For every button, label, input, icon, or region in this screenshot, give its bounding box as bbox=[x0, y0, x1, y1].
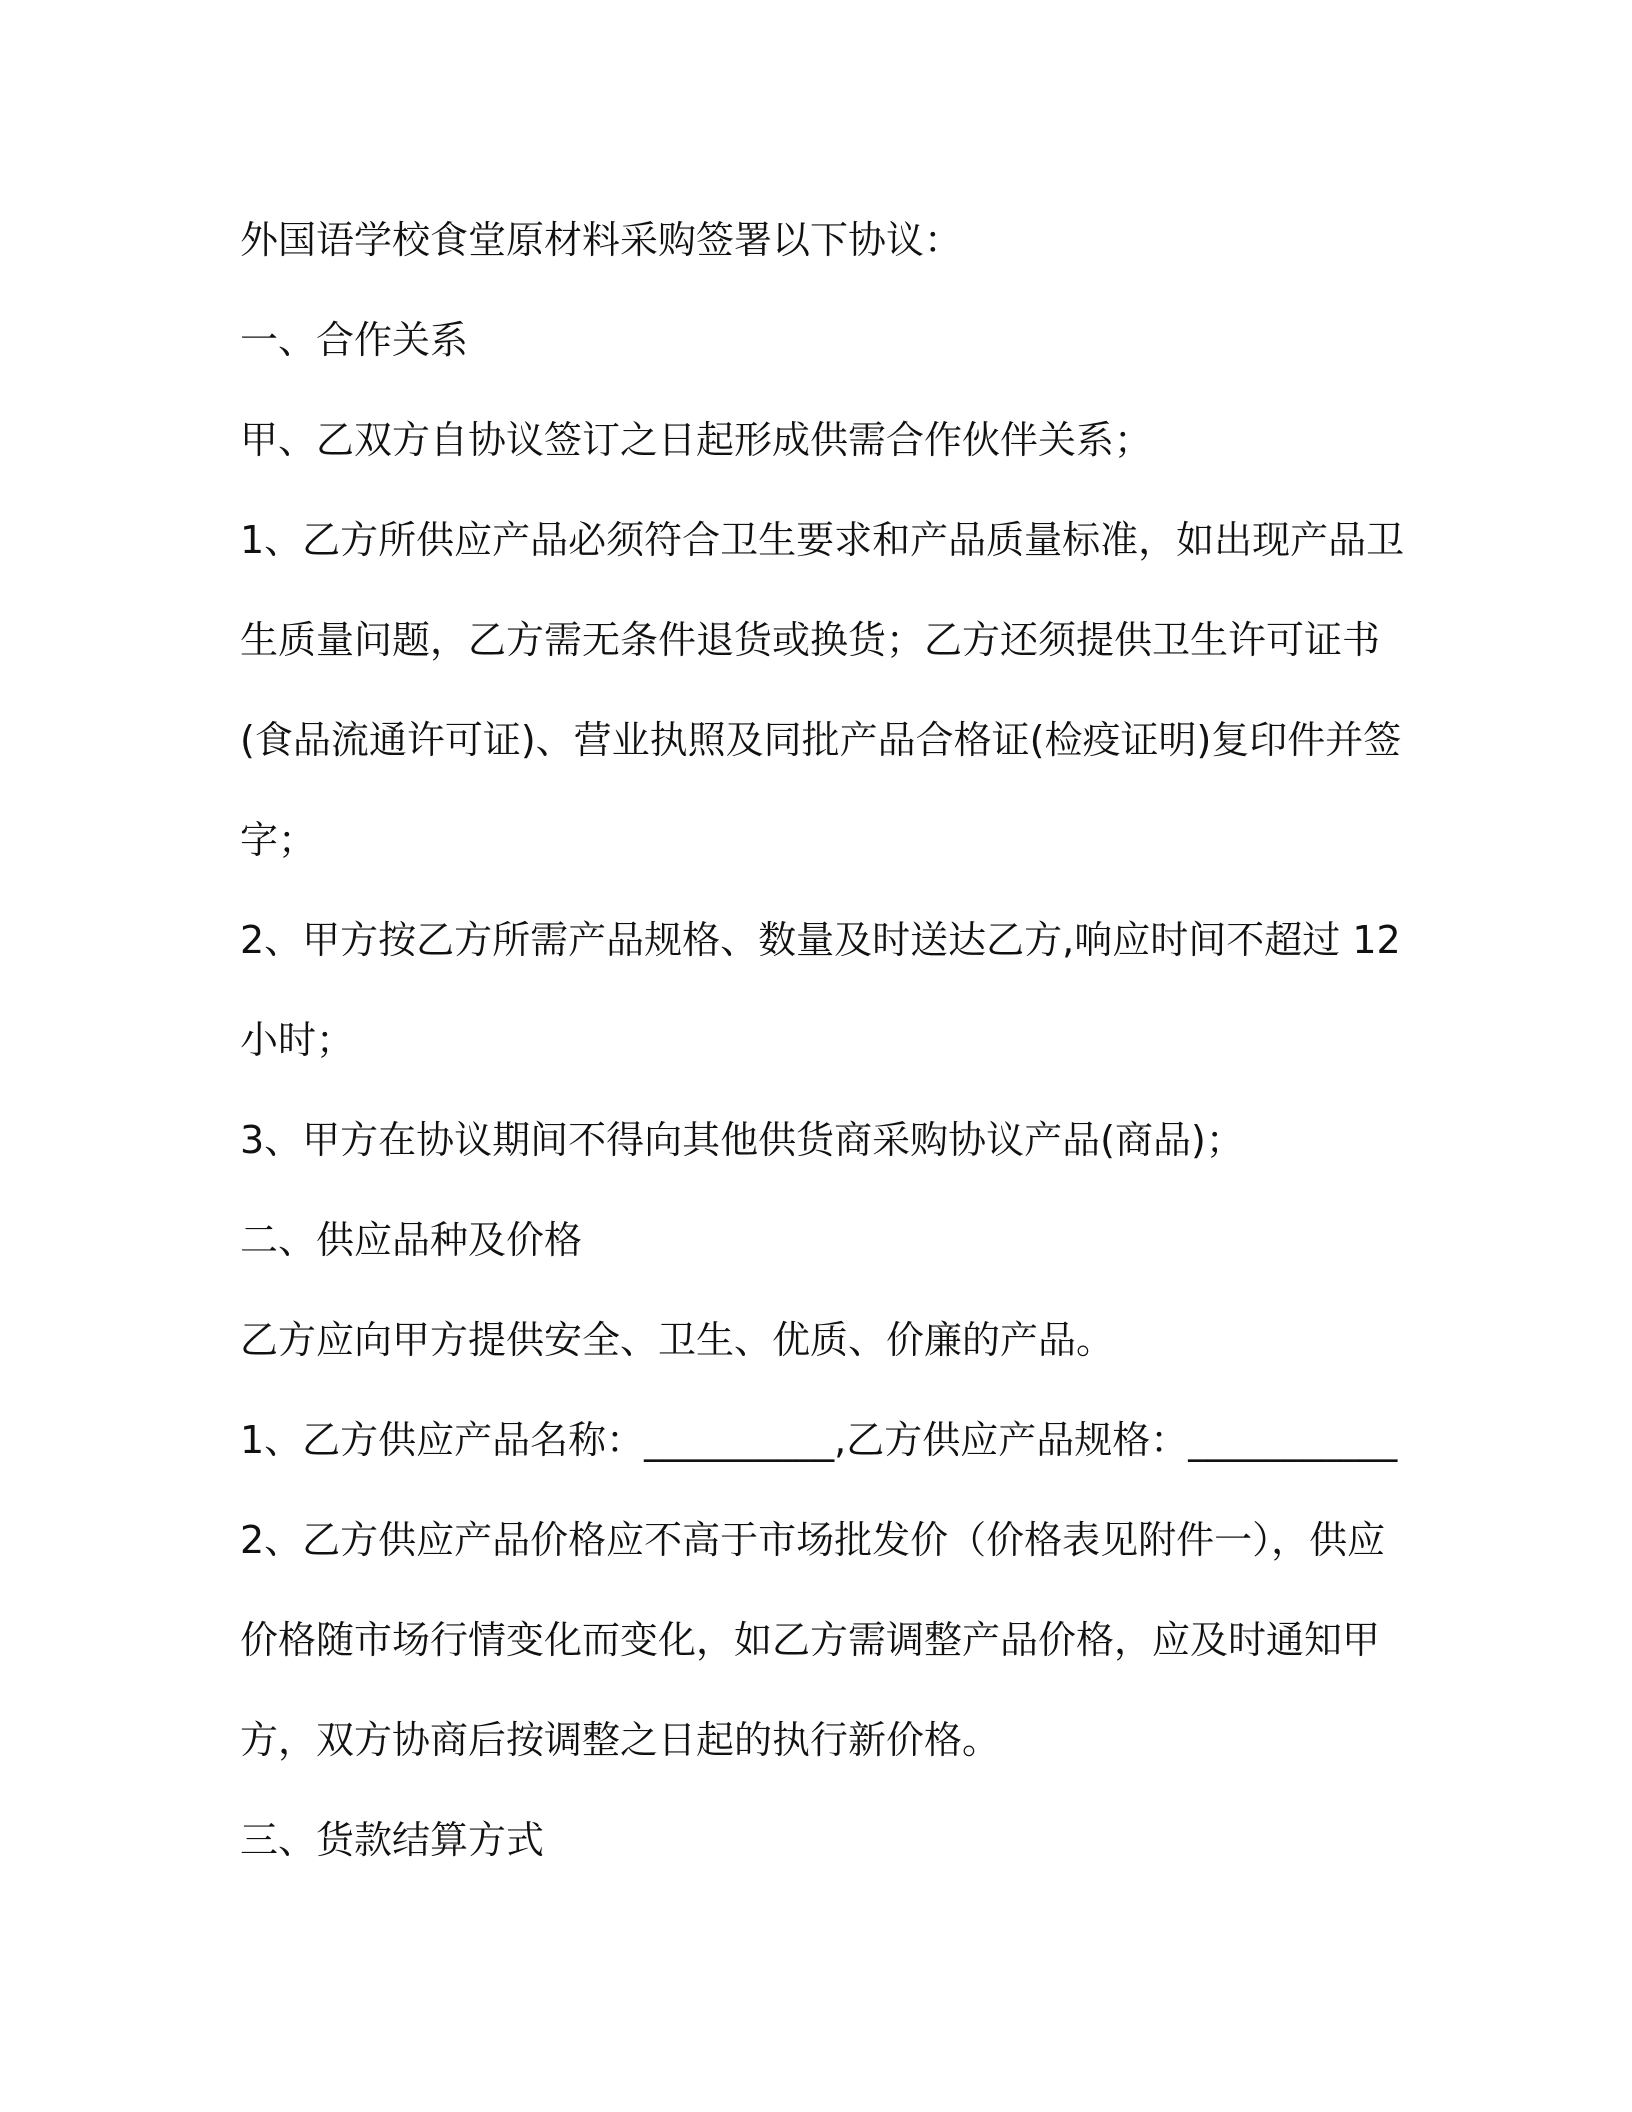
document-line: 甲、乙双方自协议签订之日起形成供需合作伙伴关系； bbox=[240, 418, 1153, 462]
section-heading-cooperation: 一、合作关系 bbox=[240, 318, 469, 362]
document-line: 价格随市场行情变化而变化，如乙方需调整产品价格，应及时通知甲 bbox=[240, 1618, 1381, 1662]
document-line: 小时； bbox=[240, 1018, 355, 1062]
document-line: 方，双方协商后按调整之日起的执行新价格。 bbox=[240, 1718, 1001, 1762]
document-line: 2、乙方供应产品价格应不高于市场批发价（价格表见附件一），供应 bbox=[240, 1518, 1386, 1562]
document-line: (食品流通许可证)、营业执照及同批产品合格证(检疫证明)复印件并签 bbox=[240, 718, 1402, 762]
document-line-intro: 外国语学校食堂原材料采购签署以下协议： bbox=[240, 218, 963, 262]
document-line: 2、甲方按乙方所需产品规格、数量及时送达乙方,响应时间不超过 12 bbox=[240, 918, 1401, 962]
document-line: 1、乙方所供应产品必须符合卫生要求和产品质量标准，如出现产品卫 bbox=[240, 518, 1405, 562]
section-heading-settlement: 三、货款结算方式 bbox=[240, 1818, 545, 1862]
document-line: 字； bbox=[240, 818, 317, 862]
document-line: 生质量问题，乙方需无条件退货或换货；乙方还须提供卫生许可证书 bbox=[240, 618, 1381, 662]
section-heading-varieties-price: 二、供应品种及价格 bbox=[240, 1218, 583, 1262]
document-line-product-fields: 1、乙方供应产品名称：__________,乙方供应产品规格：___________ bbox=[240, 1418, 1398, 1462]
document-line: 乙方应向甲方提供安全、卫生、优质、价廉的产品。 bbox=[240, 1318, 1115, 1362]
document-body bbox=[240, 190, 1420, 1890]
document-line: 3、甲方在协议期间不得向其他供货商采购协议产品(商品)； bbox=[240, 1118, 1244, 1162]
